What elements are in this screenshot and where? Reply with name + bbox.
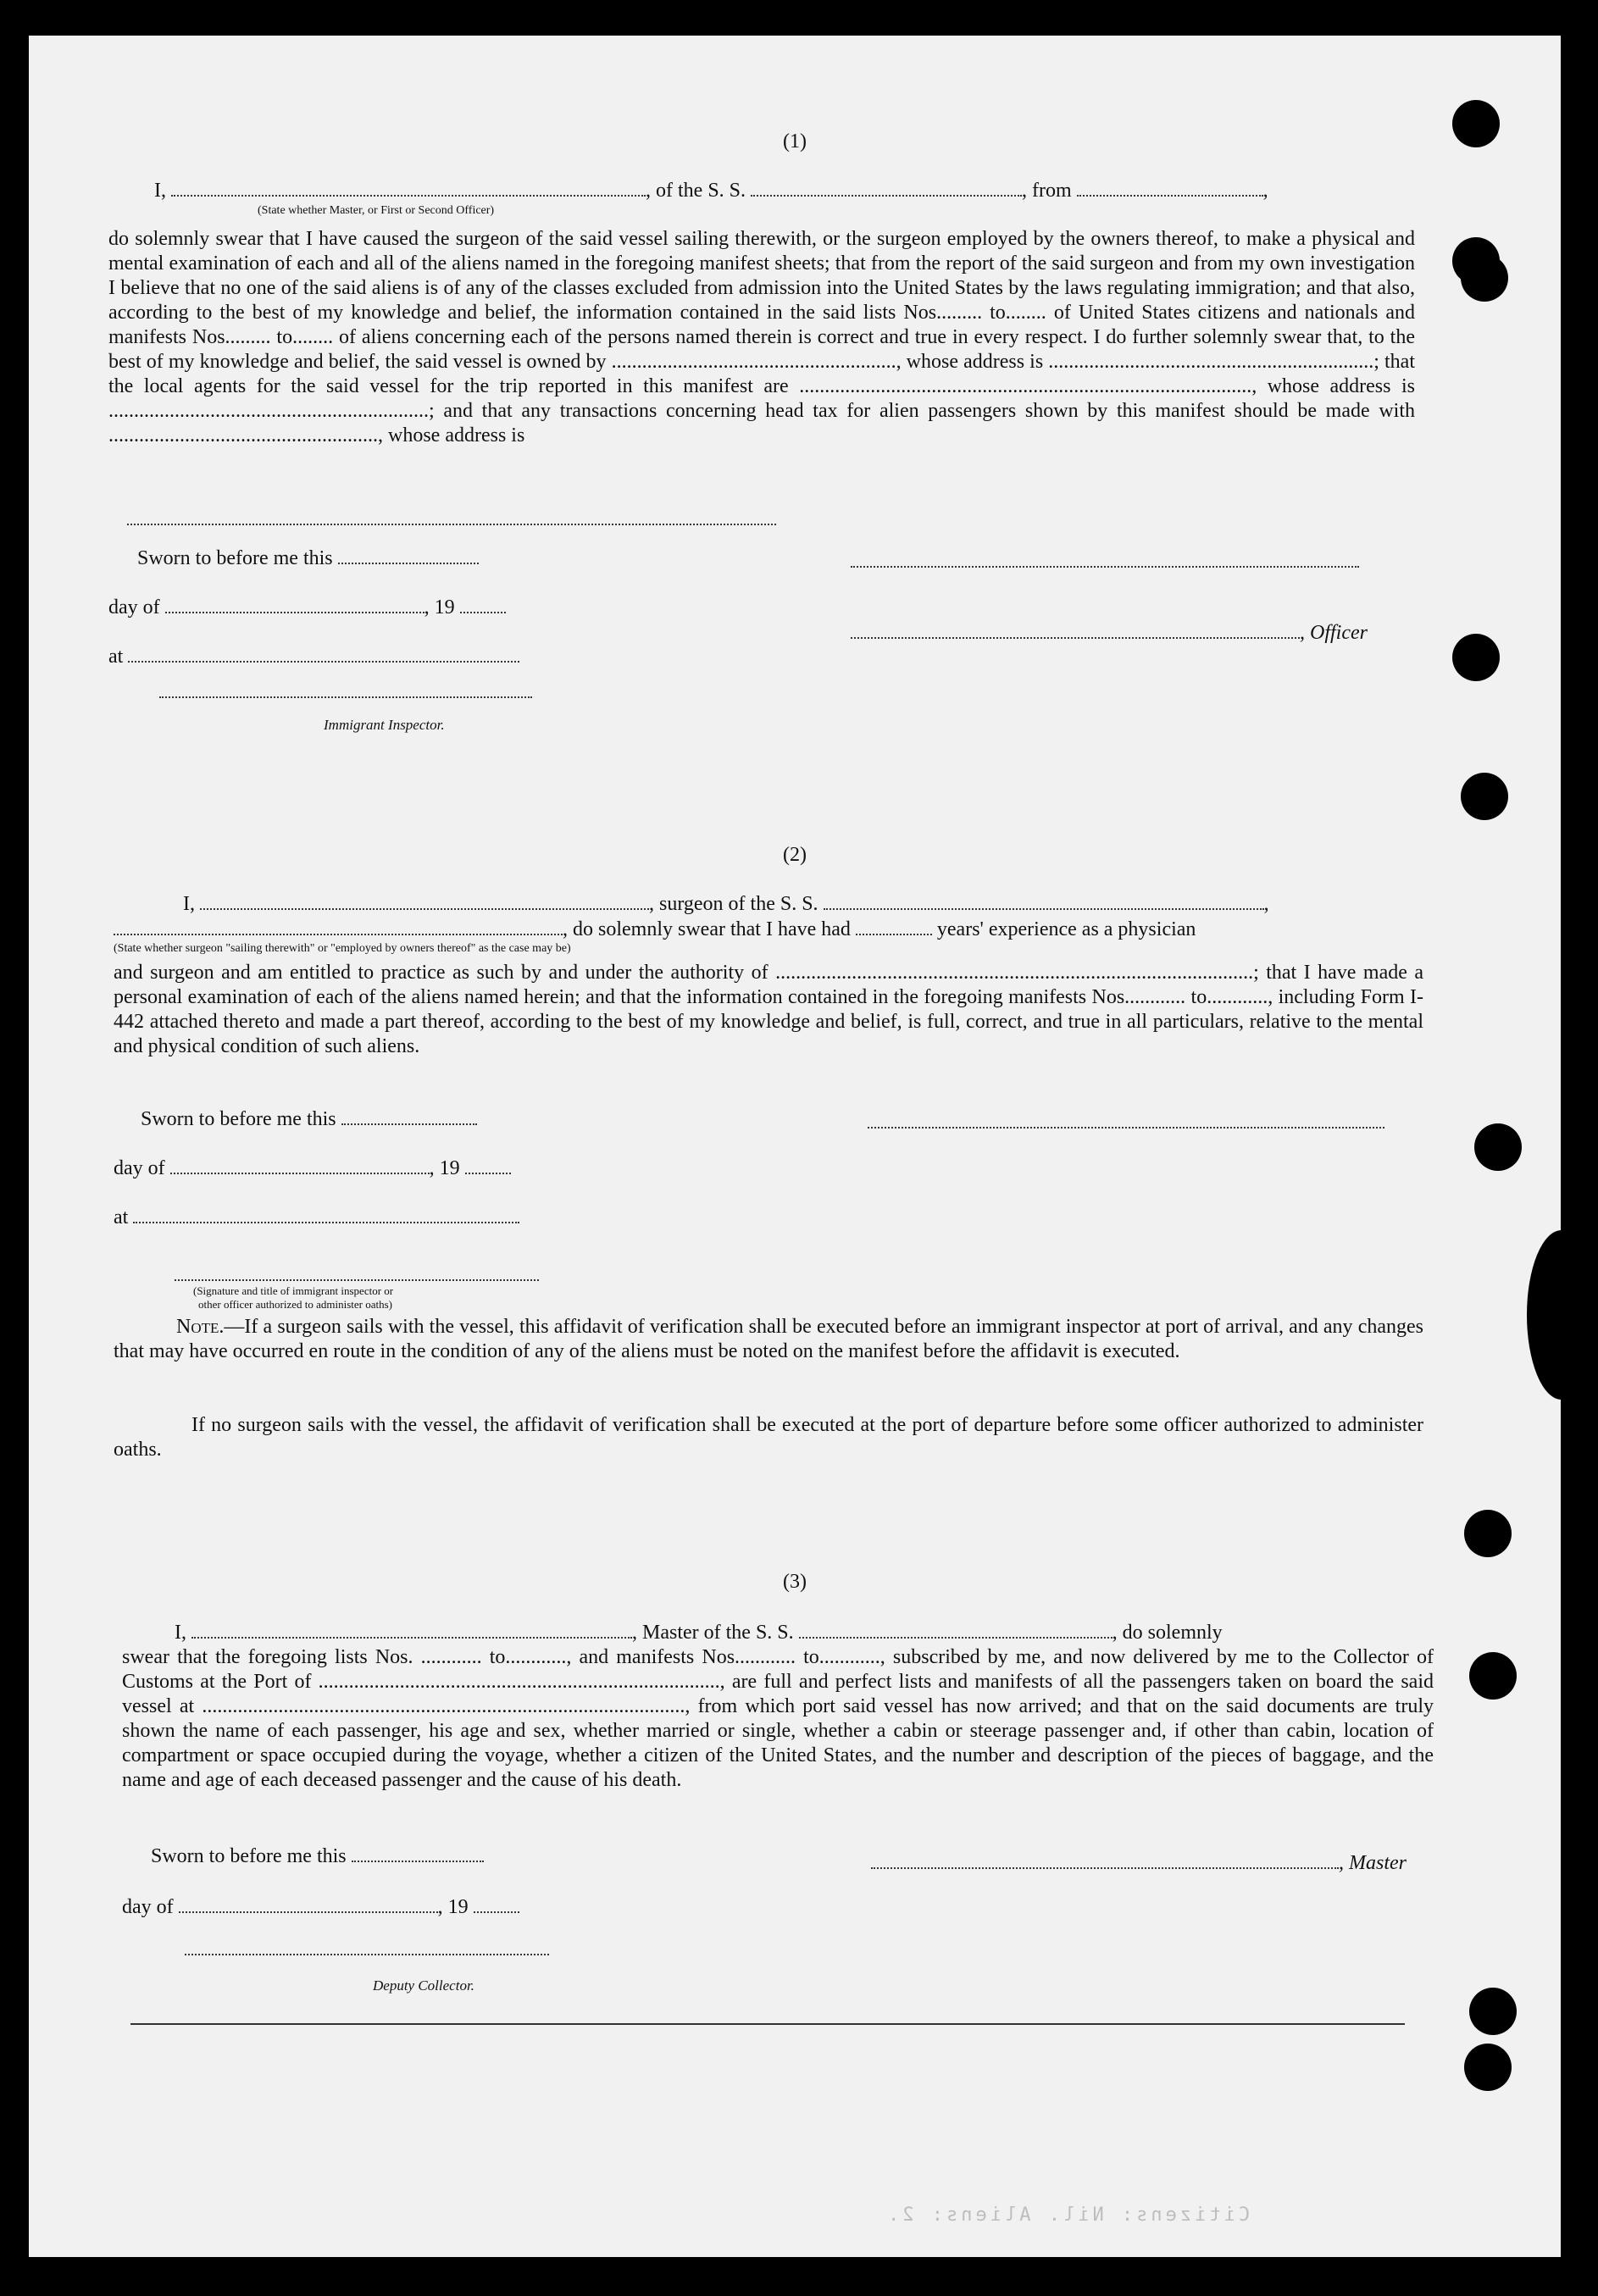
punch-hole — [1452, 634, 1500, 681]
section-2-at-line: at — [114, 1205, 519, 1229]
section-1-line-1: I, , of the S. S. , from , — [154, 180, 1268, 202]
inspector-signature-line-2 — [175, 1278, 539, 1281]
section-1-day-line: day of , 19 — [108, 595, 506, 619]
section-2-line-1: I, , surgeon of the S. S. , — [183, 893, 1269, 915]
punch-hole — [1469, 1988, 1517, 2035]
document-page — [29, 36, 1561, 2257]
surgeon-note: (State whether surgeon "sailing therewith" or "employed by owners thereof" as the case may be) — [114, 942, 571, 955]
inspector-caption: Immigrant Inspector. — [324, 717, 445, 733]
collector-signature-line — [185, 1952, 549, 1955]
section-1-at-line: at — [108, 644, 519, 668]
signature-caption-2: other officer authorized to administer oaths) — [198, 1298, 392, 1311]
collector-caption: Deputy Collector. — [373, 1977, 474, 1994]
section-3-line-1: I, , Master of the S. S. , do solemnly — [175, 1622, 1223, 1644]
inspector-signature-line — [159, 695, 532, 698]
section-2-sworn-line: Sworn to before me this — [141, 1106, 477, 1131]
surgeon-signature-line — [868, 1125, 1384, 1129]
section-1-paragraph: do solemnly swear that I have caused the surgeon of the said vessel sailing therewith, or the surgeon employed by the owners thereof, to make a physical and mental examination of each and all of the aliens named in the foregoing manifest sheets; that from the report of the said surgeon and from my own investigation I believe that no one of the said aliens is of any of the classes excluded from admission into the United States by the laws regulating immigration; and that also, according to the best of my knowledge and belief, the information contained in the said lists Nos......... to........ of United States citizens and nationals and manifests Nos......... to........ of aliens concerning each of the persons named therein is correct and true in every respect. I do further solemnly swear that, to the best of my knowledge and belief, the said vessel is owned by ........................................................, whose address is ................................................................; that the local agents for the said vessel for the trip reported in this manifest are ........................................................................................., whose address is ...............................................................; and that any transactions concerning head tax for alien passengers shown by this manifest should be made with ....................................................., whose address is — [108, 228, 1415, 446]
section-3-paragraph: swear that the foregoing lists Nos. ............ to............, and manifests Nos............ to............, subscribed by me, and now delivered by me to the Collector of Customs at the Port of ..............................................................................., are full and perfect lists and manifests of all the passengers taken on board the said vessel at ..............................................................................................., from which port said vessel has now arrived; and that on the said documents are truly shown the name of each passenger, his age and sex, whether married or single, whether a cabin or steerage passenger and, if other than cabin, location of compartment or space occupied during the voyage, whether a citizen of the United States, and the number and description of the pieces of baggage, and the name and age of each deceased passenger and the cause of his death. — [122, 1646, 1434, 1791]
section-3-sworn-line: Sworn to before me this — [151, 1844, 484, 1868]
note-paragraph-1: Note.—If a surgeon sails with the vessel, this affidavit of verification shall be executed before an immigrant inspector at port of arrival, and any changes that may have occurred en route in the condition of any of the aliens must be noted on the manifest before the affidavit is executed. — [114, 1316, 1423, 1362]
section-2-day-line: day of , 19 — [114, 1156, 511, 1180]
punch-hole — [1461, 773, 1508, 820]
punch-hole — [1461, 254, 1508, 302]
officer-signature-line-1 — [851, 564, 1359, 568]
bottom-rule — [130, 2023, 1405, 2025]
master-signature-line: , Master — [871, 1850, 1407, 1875]
punch-hole — [1474, 1123, 1522, 1171]
section-2-number: (2) — [783, 844, 807, 866]
signature-caption-1: (Signature and title of immigrant inspector or — [193, 1284, 394, 1297]
section-1-sworn-line: Sworn to before me this — [137, 546, 479, 570]
section-2-line-2: , do solemnly swear that I have had years' experience as a physician — [114, 917, 1196, 941]
master-officer-note: (State whether Master, or First or Second Officer) — [258, 204, 495, 217]
punch-hole — [1464, 1510, 1512, 1557]
section-2-paragraph: and surgeon and am entitled to practice as such by and under the authority of ..............................................................................................; that I have made a personal examination of each of the aliens named herein; and that the information contained in the foregoing manifests Nos............ to............, including Form I-442 attached thereto and made a part thereof, according to the best of my knowledge and belief, is full, correct, and true in all particulars, relative to the mental and physical condition of such aliens. — [114, 962, 1423, 1057]
section-3-day-line: day of , 19 — [122, 1894, 519, 1919]
punch-hole — [1469, 1652, 1517, 1700]
section-3-number: (3) — [783, 1571, 807, 1593]
bleed-through-text: Citizens: Nil. Aliens: 2. — [885, 2204, 1251, 2226]
note-paragraph-2: If no surgeon sails with the vessel, the affidavit of verification shall be executed at the port of departure before some officer authorized to administer oaths. — [114, 1414, 1423, 1461]
punch-hole — [1527, 1230, 1561, 1400]
section-1-blank-line — [127, 522, 776, 525]
punch-hole — [1464, 2044, 1512, 2091]
section-1-number: (1) — [783, 130, 807, 153]
officer-signature-line: , Officer — [851, 620, 1368, 645]
